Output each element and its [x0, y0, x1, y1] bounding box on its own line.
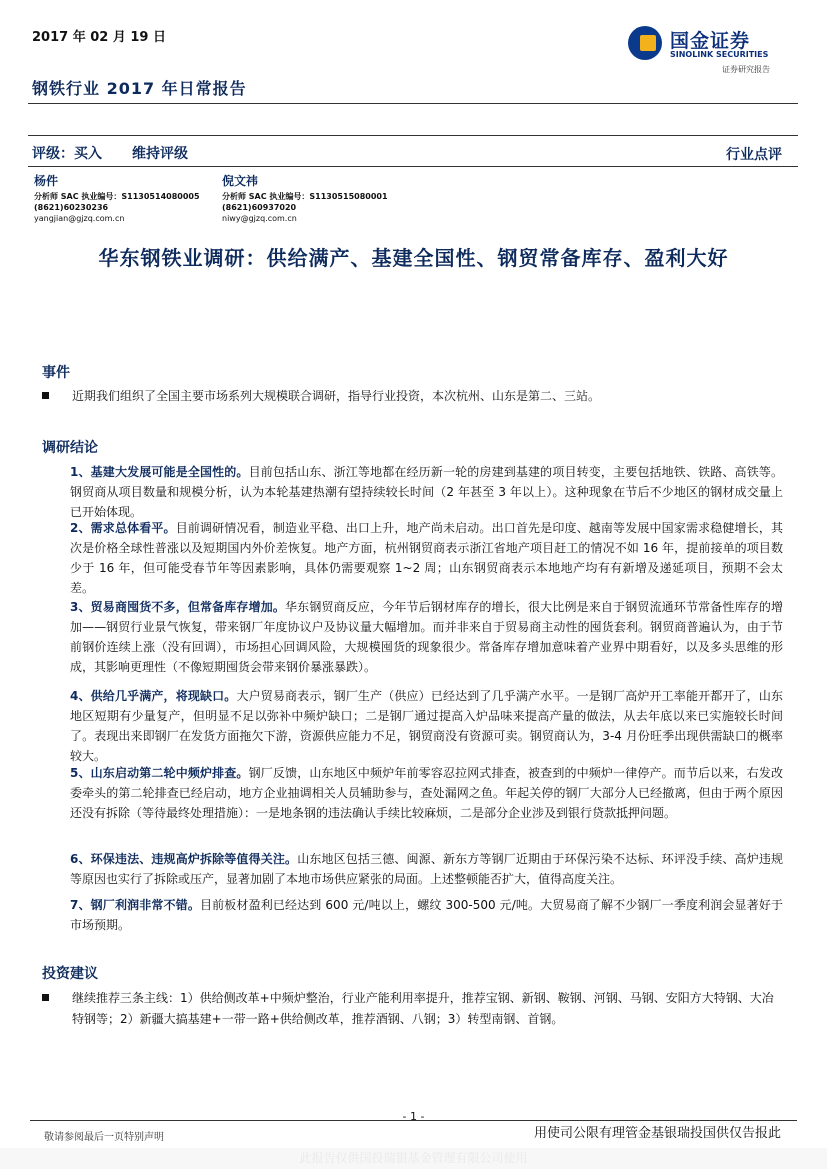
section-heading-event: 事件 — [42, 365, 70, 381]
conclusion-head: 5、山东启动第二轮中频炉排查。 — [70, 766, 249, 780]
conclusion-body: 目前板材盈利已经达到 600 元/吨以上，螺纹 300-500 元/吨。大贸易商了解不少钢厂一季度利润会显著好于市场预期。 — [70, 898, 784, 932]
conclusion-item — [70, 597, 783, 677]
advice-text: 继续推荐三条主线：1）供给侧改革+中频炉整治，行业产能利用率提升，推荐宝钢、新钢、鞍钢、河钢、马钢、安阳方大特钢、大冶特钢等；2）新疆大搞基建+一带一路+供给侧改革，推荐酒钢、八钢；3）转型南钢、首钢。 — [72, 991, 774, 1026]
advice-bullet — [42, 988, 782, 1030]
rating-divider-top — [28, 135, 798, 136]
conclusion-head: 7、钢厂利润非常不错。 — [70, 898, 200, 912]
logo-icon — [628, 26, 662, 60]
conclusion-head: 4、供给几乎满产，将现缺口。 — [70, 689, 237, 703]
analyst-card — [222, 174, 388, 224]
logo-subtitle: 证券研究报告 — [722, 65, 770, 74]
section-heading-advice: 投资建议 — [42, 966, 98, 982]
analyst-sac: S1130514080005 — [121, 192, 200, 201]
watermark: 此报告仅供国投瑞银基金管理有限公司使用 — [0, 1148, 827, 1169]
analyst-phone: (8621)60230236 — [34, 203, 109, 212]
conclusion-body: 华东钢贸商反应，今年节后钢材库存的增长，很大比例是来自于钢贸流通环节常备性库存的增加——钢贸行业景气恢复，带来钢厂年度协议户及协议量大幅增加。而并非来自于贸易商主动性的囤货套利。钢贸商普遍认为，由于节前钢价连续上涨（没有回调），市场担心回调风险，大规模囤货的现象很少。常备库存增加意味着产业界中期看好，以及多头思维的形成，其影响更理性（不像短期囤货会带来钢价暴涨暴跌）。 — [70, 600, 783, 674]
conclusion-body: 钢厂反馈，山东地区中频炉年前零容忍拉网式排查，被查到的中频炉一律停产。而节后以来，右发改委牵头的第二轮排查已经启动，地方企业抽调相关人员辅助参与，查处漏网之鱼。年起关停的钢厂大部分人已经撤离，但由于两个原因还没有拆除（等待最终处理措施）：一是地条钢的违法确认手续比较麻烦，二是部分企业涉及到银行贷款抵押问题。 — [70, 766, 783, 820]
rating-divider-bottom — [28, 166, 798, 167]
report-date: 2017 年 02 月 19 日 — [32, 30, 166, 45]
rating-label: 评级：买入 — [32, 146, 102, 162]
analyst-email[interactable]: niwy@gjzq.com.cn — [222, 214, 297, 223]
conclusion-body: 目前调研情况看，制造业平稳、出口上升，地产尚未启动。出口首先是印度、越南等发展中国家需求稳健增长，其次是价格全球性普涨以及短期国内外价差恢复。地产方面，杭州钢贸商表示浙江省地产项目赶工的情况不如 16 年，提前接单的项目数少于 16 年，但可能受春节年等因素影响，具体仍需要观察 1~2 周；山东钢贸商表示本地地产均有有新增及递延项目，预期不会太差。 — [70, 521, 783, 595]
conclusion-item — [70, 763, 783, 823]
section-heading-conclusions: 调研结论 — [42, 440, 98, 456]
conclusion-item — [70, 895, 783, 935]
page-number: - 1 - — [402, 1110, 425, 1123]
logo-name: 国金证券 — [670, 30, 751, 52]
conclusion-head: 2、需求总体看平。 — [70, 521, 176, 535]
analyst-card — [34, 174, 200, 224]
event-bullet — [42, 386, 782, 407]
conclusion-head: 3、贸易商囤货不多，但常备库存增加。 — [70, 600, 286, 614]
report-headline: 华东钢铁业调研：供给满产、基建全国性、钢贸常备库存、盈利大好 — [98, 246, 729, 270]
analyst-sac-label: 分析师 SAC 执业编号： — [222, 192, 310, 201]
logo-english-name: SINOLINK SECURITIES — [670, 50, 769, 59]
conclusion-head: 1、基建大发展可能是全国性的。 — [70, 465, 249, 479]
conclusion-head: 6、环保违法、违规高炉拆除等值得关注。 — [70, 852, 298, 866]
conclusion-item — [70, 518, 783, 598]
rating-maintain: 维持评级 — [132, 146, 188, 162]
conclusion-item — [70, 686, 783, 766]
bullet-square-icon — [42, 392, 49, 399]
analyst-sac-label: 分析师 SAC 执业编号： — [34, 192, 122, 201]
analyst-phone: (8621)60937020 — [222, 203, 297, 212]
rating-bar — [32, 143, 188, 163]
conclusion-item — [70, 849, 783, 889]
analyst-email[interactable]: yangjian@gjzq.com.cn — [34, 214, 125, 223]
event-text: 近期我们组织了全国主要市场系列大规模联合调研，指导行业投资，本次杭州、山东是第二、三站。 — [72, 389, 601, 403]
conclusion-body: 大户贸易商表示，钢厂生产（供应）已经达到了几乎满产水平。一是钢厂高炉开工率能开都开了，山东地区短期有少量复产，但明显不足以弥补中频炉缺口；二是钢厂通过提高入炉品味来提高产量的做法，从去年底以来已实施较长时间了。表现出来即钢厂在发货方面拖欠下游，资源供应能力不足，钢贸商没有资源可卖。钢贸商认为，3-4 月份旺季出现供需缺口的概率较大。 — [70, 689, 783, 763]
footer-notice: 用使司公限有理管金基银瑞投国供仅告报此 — [533, 1126, 781, 1141]
analyst-sac: S1130515080001 — [309, 192, 388, 201]
header-divider — [28, 103, 798, 104]
conclusion-body: 山东地区包括三德、闽源、新东方等钢厂近期由于环保污染不达标、环评没手续、高炉违规等原因也实行了拆除或压产，显著加剧了本地市场供应紧张的局面。上述整顿能否扩大，值得高度关注。 — [70, 852, 783, 886]
analyst-name: 倪文祎 — [222, 174, 259, 188]
report-series-title: 钢铁行业 2017 年日常报告 — [32, 79, 247, 98]
report-type: 行业点评 — [726, 147, 782, 163]
footer-divider — [30, 1120, 797, 1121]
company-logo — [628, 24, 788, 76]
analyst-name: 杨件 — [34, 174, 59, 188]
conclusion-item — [70, 462, 783, 522]
conclusion-body: 目前包括山东、浙江等地都在经历新一轮的房建到基建的项目转变，主要包括地铁、铁路、高铁等。钢贸商从项目数量和规模分析，认为本轮基建热潮有望持续较长时间（2 年甚至 3 年以上）。这种现象在节后不少地区的钢材成交量上已开始体现。 — [70, 465, 783, 519]
bullet-square-icon — [42, 994, 49, 1001]
disclaimer-note: 敬请参阅最后一页特别声明 — [44, 1132, 164, 1143]
